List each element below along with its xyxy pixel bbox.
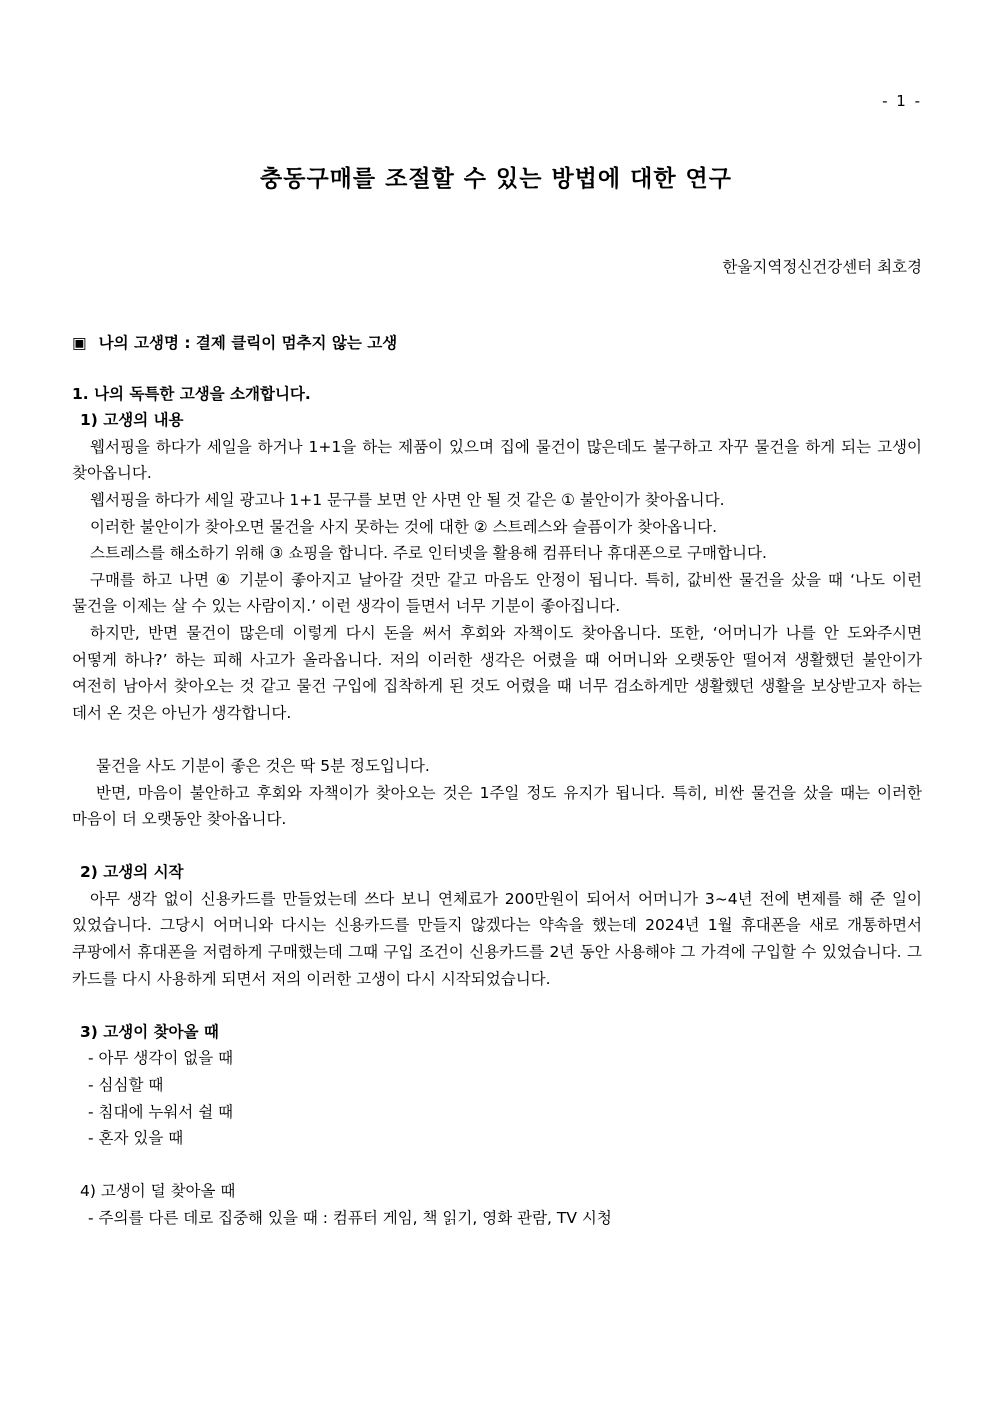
- struggle-name-label: 나의 고생명 : 결제 클릭이 멈추지 않는 고생: [98, 334, 398, 352]
- paragraph: 웹서핑을 하다가 세일 광고나 1+1 문구를 보면 안 사면 안 될 것 같은 ① 불안이가 찾아옵니다.: [90, 490, 725, 509]
- subsection-heading-start: 2) 고생의 시작: [80, 863, 184, 882]
- list-item: - 주의를 다른 데로 집중해 있을 때 : 컴퓨터 게임, 책 읽기, 영화 관람, TV 시청: [88, 1209, 612, 1227]
- when-less-list: [72, 1205, 922, 1232]
- page-number: - 1 -: [882, 92, 922, 110]
- when-comes-list: [72, 1045, 922, 1151]
- document-title: 충동구매를 조절할 수 있는 방법에 대한 연구: [260, 166, 732, 192]
- paragraph: 아무 생각 없이 신용카드를 만들었는데 쓰다 보니 연체료가 200만원이 되어서 어머니가 3~4년 전에 변제를 해 준 일이 있었습니다. 그당시 어머니와 다시는 신용카드를 만들지 않겠다는 약속을 했는데 2024년 1월 휴대폰을 새로 개통하면서 쿠팡에서 휴대폰을 저렴하게 구매했는데 그때 구입 조건이 신용카드를 2년 동안 사용해야 그 가격에 구입할 수 있었습니다. 그 카드를 다시 사용하게 되면서 저의 이러한 고생이 다시 시작되었습니다.: [72, 889, 922, 988]
- paragraph: 물건을 사도 기분이 좋은 것은 딱 5분 정도입니다.: [96, 756, 430, 775]
- section-heading-1: 1. 나의 독특한 고생을 소개합니다.: [72, 384, 311, 403]
- list-item: - 혼자 있을 때: [88, 1129, 184, 1148]
- square-bullet-icon: ▣: [72, 334, 87, 352]
- subsection-heading-content: 1) 고생의 내용: [80, 411, 184, 430]
- subsection-heading-when-less: 4) 고생이 덜 찾아올 때: [80, 1182, 236, 1201]
- struggle-name-heading: [72, 330, 922, 357]
- list-item: - 심심할 때: [88, 1076, 164, 1095]
- paragraph: 스트레스를 해소하기 위해 ③ 쇼핑을 합니다. 주로 인터넷을 활용해 컴퓨터나 휴대폰으로 구매합니다.: [90, 544, 767, 563]
- subsection-heading-when-comes: 3) 고생이 찾아올 때: [80, 1022, 219, 1041]
- author-line: 한울지역정신건강센터 최호경: [722, 258, 922, 276]
- paragraph: 이러한 불안이가 찾아오면 물건을 사지 못하는 것에 대한 ② 스트레스와 슬픔이가 찾아옵니다.: [90, 517, 718, 536]
- paragraph: 하지만, 반면 물건이 많은데 이렇게 다시 돈을 써서 후회와 자책이도 찾아옵니다. 또한, ‘어머니가 나를 안 도와주시면 어떻게 하나?’ 하는 피해 사고가 올라옵니다. 저의 이러한 생각은 어렸을 때 어머니와 오랫동안 떨어져 생활했던 불안이가 여전히 남아서 찾아오는 것 같고 물건 구입에 집착하게 된 것도 어렸을 때 너무 검소하게만 생활했던 생활을 보상받고자 하는 데서 온 것은 아닌가 생각합니다.: [72, 623, 922, 722]
- list-item: - 아무 생각이 없을 때: [88, 1049, 234, 1068]
- document-body: [72, 330, 922, 1232]
- paragraph: 반면, 마음이 불안하고 후회와 자책이가 찾아오는 것은 1주일 정도 유지가 됩니다. 특히, 비싼 물건을 샀을 때는 이러한 마음이 더 오랫동안 찾아옵니다.: [72, 783, 922, 829]
- paragraph: 웹서핑을 하다가 세일을 하거나 1+1을 하는 제품이 있으며 집에 물건이 많은데도 불구하고 자꾸 물건을 하게 되는 고생이 찾아옵니다.: [72, 437, 922, 483]
- paragraph: 구매를 하고 나면 ④ 기분이 좋아지고 날아갈 것만 같고 마음도 안정이 됩니다. 특히, 값비싼 물건을 샀을 때 ‘나도 이런 물건을 이제는 살 수 있는 사람이지.’ 이런 생각이 들면서 너무 기분이 좋아집니다.: [72, 570, 922, 616]
- list-item: - 침대에 누워서 쉴 때: [88, 1102, 234, 1121]
